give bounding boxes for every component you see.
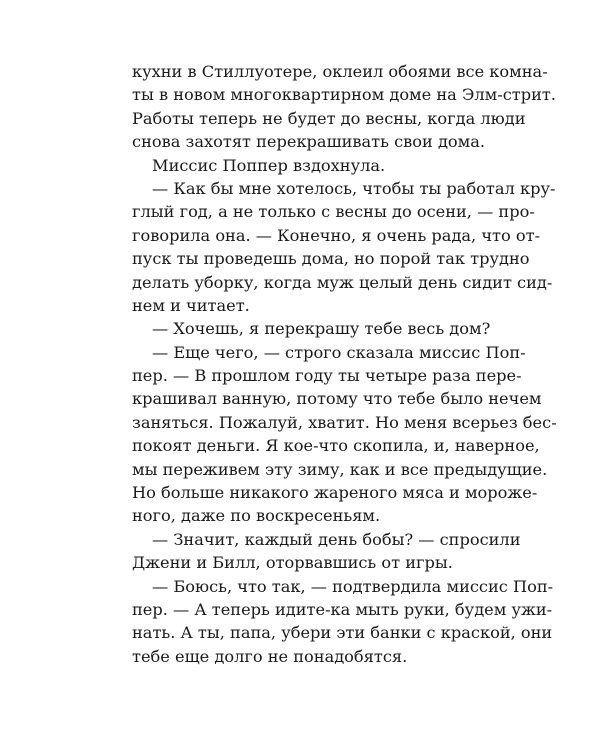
text-line: — Еще чего, — строго сказала миссис Поп- xyxy=(152,342,526,362)
text-line: пер. — В прошлом году ты четыре раза пере- xyxy=(132,366,522,386)
text-line: глый год, а не только с весны до осени, — про- xyxy=(132,202,535,222)
text-line: ного, даже по воскресеньям. xyxy=(132,506,381,526)
text-line: нать. А ты, папа, убери эти банки с краской, они xyxy=(132,623,553,643)
text-line: Но больше никакого жареного мяса и мороже- xyxy=(132,483,538,503)
body-text xyxy=(132,60,557,668)
text-line: — Боюсь, что так, — подтвердила миссис Поп- xyxy=(152,576,554,596)
text-line: крашивал ванную, потому что тебе было нечем xyxy=(132,389,542,409)
text-line: пер. — А теперь идите-ка мыть руки, будем ужи- xyxy=(132,599,553,619)
text-line: делать уборку, когда муж целый день сидит сид- xyxy=(132,272,553,292)
text-line: снова захотят перекрашивать свои дома. xyxy=(132,132,486,152)
text-line: — Как бы мне хотелось, чтобы ты работал кру- xyxy=(152,178,556,198)
text-line: заняться. Пожалуй, хватит. Но меня всерьез бес- xyxy=(132,412,557,432)
text-line: Миссис Поппер вздохнула. xyxy=(152,155,386,175)
text-line: ты в новом многоквартирном доме на Элм-стрит. xyxy=(132,85,556,105)
text-line: нем и читает. xyxy=(132,295,250,315)
text-line: Джени и Билл, оторвавшись от игры. xyxy=(132,553,453,573)
text-line: кухни в Стиллуотере, оклеил обоями все комна- xyxy=(132,62,548,81)
text-line: говорила она. — Конечно, я очень рада, что от- xyxy=(132,225,541,245)
text-line: пуск ты проведешь дома, но порой так трудно xyxy=(132,249,530,269)
text-line: тебе еще долго не понадобятся. xyxy=(132,646,408,666)
text-line: Работы теперь не будет до весны, когда люди xyxy=(132,108,526,128)
text-line: — Хочешь, я перекрашу тебе весь дом? xyxy=(152,319,491,339)
text-line: мы переживем эту зиму, как и все предыдущие. xyxy=(132,459,548,479)
text-line: — Значит, каждый день бобы? — спросили xyxy=(152,529,521,549)
text-line: покоят деньги. Я кое-что скопила, и, наверное, xyxy=(132,436,540,456)
